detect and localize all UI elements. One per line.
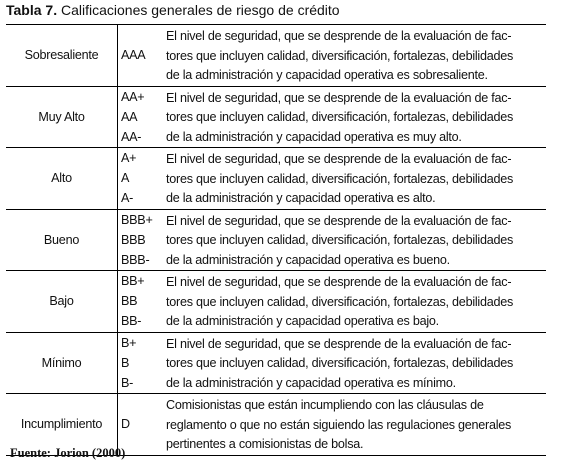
- rating-category: Incumplimiento: [6, 394, 118, 456]
- rating-code: AA-: [121, 129, 142, 144]
- description-line: reglamento o que no están siguiendo las regulaciones generales: [166, 417, 512, 432]
- rating-description: [163, 271, 546, 333]
- rating-code: A-: [121, 191, 134, 206]
- rating-code: A+: [121, 151, 137, 166]
- rating-codes: [118, 148, 164, 210]
- rating-code: BB+: [121, 274, 145, 289]
- rating-code: A: [121, 171, 130, 186]
- rating-category: Alto: [6, 148, 118, 210]
- rating-description: [163, 148, 546, 210]
- table-row: [6, 209, 546, 271]
- description-line: El nivel de seguridad, que se desprende de la evaluación de fac-: [166, 213, 512, 228]
- rating-codes: [118, 271, 164, 333]
- rating-code: AA+: [121, 89, 145, 104]
- description-line: de la administración y capacidad operativa es muy alto.: [166, 129, 462, 144]
- description-line: tores que incluyen calidad, diversificación, fortalezas, debilidades: [166, 110, 514, 124]
- rating-code: AA: [121, 109, 138, 124]
- rating-description: [163, 332, 546, 394]
- rating-category: Mínimo: [6, 332, 118, 394]
- rating-description: [163, 394, 546, 456]
- table-row: [6, 25, 546, 87]
- description-line: de la administración y capacidad operativa es bueno.: [166, 252, 450, 267]
- description-line: El nivel de seguridad, que se desprende de la evaluación de fac-: [166, 336, 512, 351]
- description-line: El nivel de seguridad, que se desprende de la evaluación de fac-: [166, 275, 512, 289]
- source-note: Fuente: Jorion (2000): [10, 446, 126, 460]
- table-row: [6, 86, 546, 148]
- description-line: tores que incluyen calidad, diversificación, fortalezas, debilidades: [166, 233, 514, 247]
- rating-codes: [118, 209, 164, 271]
- rating-code: B+: [121, 335, 137, 350]
- description-line: de la administración y capacidad operativa es mínimo.: [166, 375, 456, 390]
- table-row: [6, 271, 546, 333]
- rating-codes: [118, 332, 164, 394]
- rating-code: B-: [121, 375, 134, 390]
- rating-code: B: [121, 355, 130, 370]
- rating-codes: [118, 25, 164, 87]
- rating-description: [163, 209, 546, 271]
- rating-code: BB-: [121, 314, 142, 329]
- rating-code: D: [121, 417, 130, 432]
- credit-rating-table: [6, 24, 546, 456]
- description-line: tores que incluyen calidad, diversificación, fortalezas, debilidades: [166, 294, 514, 309]
- rating-codes: [118, 86, 164, 148]
- table-row: [6, 148, 546, 210]
- rating-category: Sobresaliente: [6, 25, 118, 87]
- description-line: El nivel de seguridad, que se desprende de la evaluación de fac-: [166, 29, 512, 43]
- description-line: El nivel de seguridad, que se desprende de la evaluación de fac-: [166, 152, 512, 166]
- description-line: de la administración y capacidad operativa es bajo.: [166, 314, 439, 328]
- rating-category: Muy Alto: [6, 86, 118, 148]
- table-caption: [6, 0, 340, 20]
- table-caption-label: Tabla 7.: [6, 2, 58, 18]
- description-line: El nivel de seguridad, que se desprende de la evaluación de fac-: [166, 90, 512, 105]
- table-row: [6, 332, 546, 394]
- description-line: tores que incluyen calidad, diversificación, fortalezas, debilidades: [166, 171, 514, 186]
- description-line: Comisionistas que están incumpliendo con las cláusulas de: [166, 398, 484, 412]
- description-line: de la administración y capacidad operativa es sobresaliente.: [166, 68, 488, 82]
- description-line: de la administración y capacidad operativa es alto.: [166, 191, 436, 205]
- table-caption-text: Calificaciones generales de riesgo de crédito: [60, 2, 340, 18]
- rating-category: Bueno: [6, 209, 118, 271]
- description-line: tores que incluyen calidad, diversificación, fortalezas, debilidades: [166, 356, 514, 370]
- rating-code: AAA: [121, 48, 146, 63]
- rating-description: [163, 25, 546, 87]
- rating-code: BBB-: [121, 252, 150, 267]
- rating-code: BBB+: [121, 212, 153, 227]
- rating-category: Bajo: [6, 271, 118, 333]
- rating-description: [163, 86, 546, 148]
- description-line: tores que incluyen calidad, diversificación, fortalezas, debilidades: [166, 48, 514, 63]
- rating-code: BBB: [121, 232, 146, 247]
- description-line: pertinentes a comisionistas de bolsa.: [166, 437, 364, 451]
- rating-code: BB: [121, 294, 138, 309]
